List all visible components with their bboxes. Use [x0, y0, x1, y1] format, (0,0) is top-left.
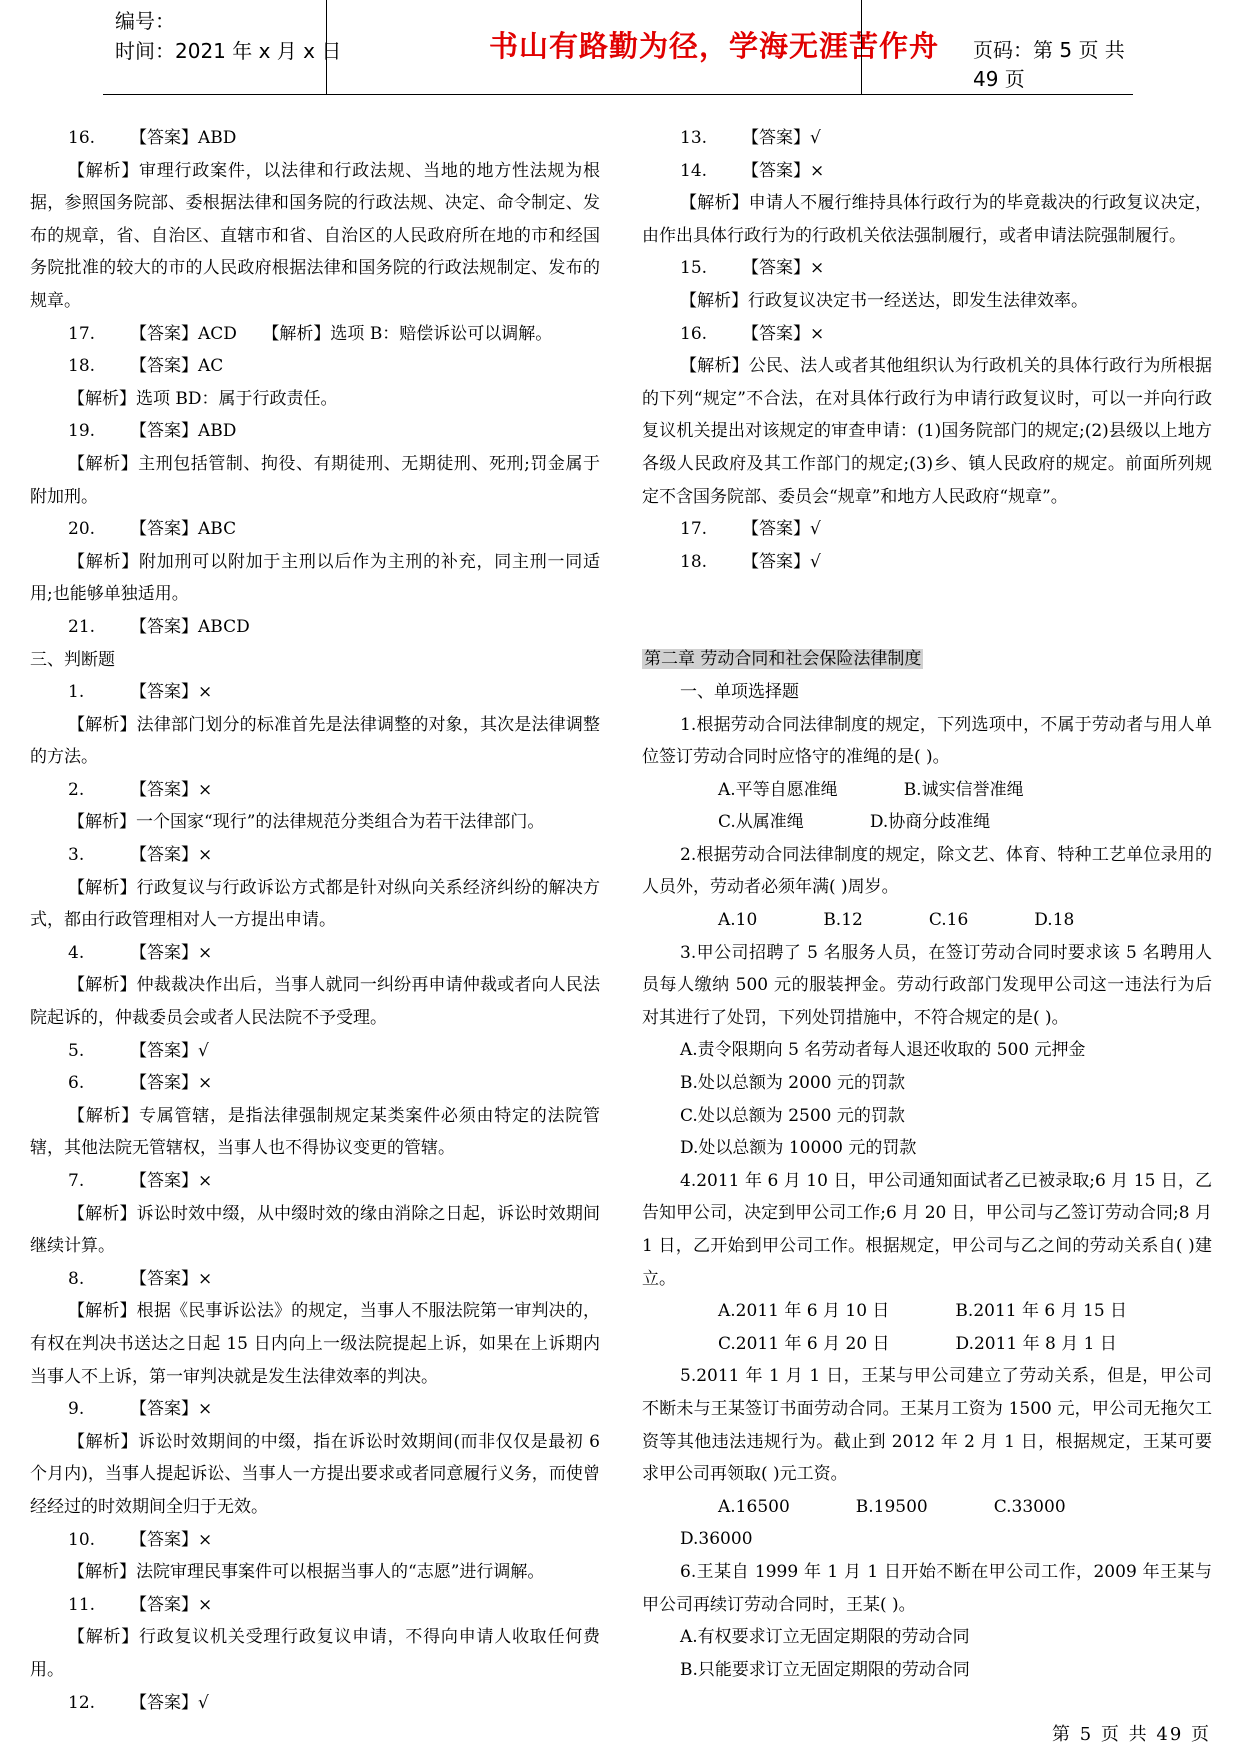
answer-line — [30, 1263, 600, 1296]
answer-text: 【答案】× — [130, 1399, 213, 1420]
item-number: 17. — [680, 519, 708, 540]
paragraph: C.处以总额为 2500 元的罚款 — [680, 1105, 905, 1126]
answer-line — [30, 1687, 600, 1720]
paragraph: 4.2011 年 6 月 10 日，甲公司通知面试者乙已被录取;6 月 15 日，乙告知甲公司，决定到甲公司工作;6 月 20 日，甲公司与乙签订劳动合同;8 月 1 日，乙开始到甲公司工作。根据规定，甲公司与乙之间的劳动关系自( )建立。 — [642, 1170, 1212, 1289]
page-header — [103, 0, 1133, 95]
paragraph: 【解析】仲裁裁决作出后，当事人就同一纠纷再申请仲裁或者向人民法院起诉的，仲裁委员会或者人民法院不予受理。 — [30, 975, 600, 1029]
paragraph: B.只能要求订立无固定期限的劳动合同 — [680, 1659, 970, 1680]
paragraph: 【解析】诉讼时效期间的中缀，指在诉讼时效期间(而非仅仅是最初 6 个月内)，当事人提起诉讼、当事人一方提出要求或者同意履行义务，而使曾经经过的时效期间全归于无效。 — [30, 1431, 600, 1517]
right-column — [642, 122, 1212, 1686]
paragraph: 【解析】行政复议机关受理行政复议申请，不得向申请人收取任何费用。 — [30, 1627, 600, 1680]
paragraph: A.责令限期向 5 名劳动者每人退还收取的 500 元押金 — [680, 1040, 1086, 1061]
answer-line — [642, 252, 1212, 285]
option-row — [642, 1328, 1212, 1361]
answer-text: 【答案】ABCD — [130, 616, 250, 637]
page-footer: 第 5 页 共 49 页 — [1052, 1724, 1211, 1745]
option-row — [642, 806, 1212, 839]
answer-line — [30, 1067, 600, 1100]
answer-text: 【答案】√ — [130, 1040, 209, 1061]
header-left — [115, 6, 470, 66]
paragraph: A.有权要求订立无固定期限的劳动合同 — [680, 1627, 970, 1648]
answer-text: 【答案】× — [130, 845, 213, 866]
item-number: 4. — [68, 942, 85, 963]
option: A.16500 — [718, 1496, 790, 1517]
paragraph: 【解析】申请人不履行维持具体行政行为的毕竟裁决的行政复议决定，由作出具体行政行为的行政机关依法强制履行，或者申请法院强制履行。 — [642, 193, 1212, 246]
item-number: 12. — [68, 1692, 96, 1713]
answer-line — [30, 611, 600, 644]
header-page-label: 页码：第 5 页 共 49 页 — [973, 38, 1125, 91]
option-row — [642, 774, 1212, 807]
answer-line — [30, 513, 600, 546]
answer-line — [30, 350, 600, 383]
paragraph: 【解析】附加刑可以附加于主刑以后作为主刑的补充，同主刑一同适用;也能够单独适用。 — [30, 551, 600, 605]
paragraph: 6.王某自 1999 年 1 月 1 日开始不断在甲公司工作，2009 年王某与甲公司再续订劳动合同时，王某( )。 — [642, 1561, 1212, 1615]
time-label: 时间：2021 年 x 月 x 日 — [115, 39, 342, 63]
answer-line — [30, 1165, 600, 1198]
option: D.2011 年 8 月 1 日 — [955, 1333, 1117, 1354]
header-divider — [326, 0, 327, 94]
paragraph: 【解析】行政复议与行政诉讼方式都是针对纵向关系经济纠纷的解决方式，都由行政管理相对人一方提出申请。 — [30, 877, 600, 931]
paragraph: 【解析】公民、法人或者其他组织认为行政机关的具体行政行为所根据的下列“规定”不合法，在对具体行政行为申请行政复议时，可以一并向行政复议机关提出对该规定的审查申请：(1)国务院部门的规定;(2)县级以上地方各级人民政府及其工作部门的规定;(3)乡、镇人民政府的规定。前面所列规定不含国务院部、委员会“规章”和地方人民政府“规章”。 — [642, 356, 1212, 507]
paragraph: 1.根据劳动合同法律制度的规定，下列选项中，不属于劳动者与用人单位签订劳动合同时应恪守的准绳的是( )。 — [642, 714, 1212, 768]
answer-text: 【答案】× — [742, 323, 825, 344]
answer-text: 【答案】× — [130, 1073, 213, 1094]
item-number: 8. — [68, 1268, 85, 1289]
section-heading: 三、判断题 — [30, 649, 115, 670]
paragraph: 2.根据劳动合同法律制度的规定，除文艺、体育、特种工艺单位录用的人员外，劳动者必须年满( )周岁。 — [642, 844, 1212, 898]
item-number: 2. — [68, 779, 85, 800]
option: D.18 — [1034, 910, 1075, 931]
paragraph: 【解析】选项 BD：属于行政责任。 — [68, 388, 338, 409]
item-number: 21. — [68, 616, 96, 637]
item-number: 11. — [68, 1594, 96, 1615]
item-number: 16. — [680, 323, 708, 344]
paragraph: 【解析】法院审理民事案件可以根据当事人的“志愿”进行调解。 — [68, 1562, 545, 1583]
item-number: 17. — [68, 323, 96, 344]
option: D.协商分歧准绳 — [869, 812, 991, 833]
option-row — [642, 904, 1212, 937]
paragraph: D.处以总额为 10000 元的罚款 — [680, 1138, 917, 1159]
item-number: 13. — [680, 128, 708, 148]
option: B.19500 — [855, 1496, 928, 1517]
option: C.从属准绳 — [718, 812, 804, 833]
paragraph: 5.2011 年 1 月 1 日，王某与甲公司建立了劳动关系，但是，甲公司不断未与王某签订书面劳动合同。王某月工资为 1500 元，甲公司无拖欠工资等其他违法违规行为。截止到 2012 年 2 月 1 日，根据规定，王某可要求甲公司再领取( )元工资。 — [642, 1366, 1212, 1485]
answer-text: 【答案】ABD — [130, 421, 237, 442]
answer-line — [30, 774, 600, 807]
paragraph: 【解析】一个国家“现行”的法律规范分类组合为若干法律部门。 — [68, 812, 545, 833]
paragraph: 一、单项选择题 — [680, 681, 799, 702]
option: C.2011 年 6 月 20 日 — [718, 1333, 890, 1354]
answer-text: 【答案】× — [130, 1268, 213, 1289]
answer-line — [642, 155, 1212, 188]
answer-line — [30, 676, 600, 709]
option: C.33000 — [993, 1496, 1066, 1517]
answer-text: 【答案】× — [130, 1529, 213, 1550]
answer-line — [30, 415, 600, 448]
chapter-title-text: 第二章 劳动合同和社会保险法律制度 — [644, 649, 922, 670]
paragraph: 【解析】行政复议决定书一经送达，即发生法律效率。 — [680, 290, 1088, 311]
paragraph: B.处以总额为 2000 元的罚款 — [680, 1073, 905, 1094]
item-number: 3. — [68, 845, 85, 866]
item-number: 5. — [68, 1040, 85, 1061]
option: D.36000 — [680, 1529, 753, 1550]
answer-line — [30, 839, 600, 872]
answer-line — [642, 122, 1212, 155]
answer-text: 【答案】√ — [742, 551, 821, 572]
answer-text: 【答案】AC — [130, 356, 224, 377]
item-number: 7. — [68, 1171, 85, 1191]
header-divider — [861, 0, 862, 94]
option: A.平等自愿准绳 — [718, 779, 838, 800]
paragraph: 【解析】法律部门划分的标准首先是法律调整的对象，其次是法律调整的方法。 — [30, 714, 600, 768]
item-number: 6. — [68, 1073, 85, 1094]
left-column — [30, 122, 600, 1719]
paragraph: 【解析】专属管辖，是指法律强制规定某类案件必须由特定的法院管辖，其他法院无管辖权，当事人也不得协议变更的管辖。 — [30, 1105, 600, 1159]
answer-text: 【答案】× — [742, 160, 825, 181]
paragraph: 【解析】诉讼时效中缀，从中缀时效的缘由消除之日起，诉讼时效期间继续计算。 — [30, 1203, 600, 1257]
item-number: 18. — [68, 356, 96, 377]
paragraph: 【解析】主刑包括管制、拘役、有期徒刑、无期徒刑、死刑;罚金属于附加刑。 — [30, 453, 600, 507]
answer-line — [30, 937, 600, 970]
item-number: 16. — [68, 128, 96, 148]
item-number: 19. — [68, 421, 96, 442]
spacer — [642, 578, 1212, 643]
answer-line — [642, 513, 1212, 546]
item-number: 15. — [680, 258, 708, 279]
answer-line — [30, 1035, 600, 1068]
answer-line — [642, 318, 1212, 351]
answer-text: 【答案】× — [130, 779, 213, 800]
answer-line — [30, 1589, 600, 1622]
paragraph: 3.甲公司招聘了 5 名服务人员，在签订劳动合同时要求该 5 名聘用人员每人缴纳 500 元的服装押金。劳动行政部门发现甲公司这一违法行为后对其进行了处罚，下列处罚措施中，不符合规定的是( )。 — [642, 942, 1212, 1028]
item-number: 18. — [680, 551, 708, 572]
answer-line — [30, 1524, 600, 1557]
option: C.16 — [928, 910, 969, 931]
answer-text: 【答案】√ — [742, 519, 821, 540]
option: B.12 — [823, 910, 863, 931]
option: B.2011 年 6 月 15 日 — [955, 1301, 1128, 1322]
answer-text: 【答案】ABC — [130, 519, 237, 540]
answer-line — [642, 546, 1212, 579]
answer-text: 【答案】× — [130, 1594, 213, 1615]
paragraph: 【解析】根据《民事诉讼法》的规定，当事人不服法院第一审判决的，有权在判决书送达之日起 15 日内向上一级法院提起上诉，如果在上诉期内当事人不上诉，第一审判决就是发生法律效率的判决。 — [30, 1301, 600, 1387]
answer-text: 【答案】× — [130, 942, 213, 963]
answer-line — [30, 318, 600, 351]
answer-text: 【答案】× — [130, 682, 213, 703]
answer-line — [30, 1393, 600, 1426]
answer-text: 【答案】ABD — [130, 128, 237, 148]
option-row — [642, 1491, 1212, 1556]
item-number: 10. — [68, 1529, 96, 1550]
option: B.诚实信誉准绳 — [903, 779, 1024, 800]
item-number: 9. — [68, 1399, 85, 1420]
paragraph: 【解析】审理行政案件，以法律和行政法规、当地的地方性法规为根据，参照国务院部、委根据法律和国务院的行政法规、决定、命令制定、发布的规章，省、自治区、直辖市和省、自治区的人民政府所在地的市和经国务院批准的较大的市的人民政府根据法律和国务院的行政法规制定、发布的规章。 — [30, 160, 600, 311]
answer-line — [30, 122, 600, 155]
answer-text: 【答案】√ — [742, 128, 821, 148]
header-motto: 书山有路勤为径，学海无涯苦作舟 — [488, 29, 939, 63]
option-row — [642, 1295, 1212, 1328]
number-label: 编号： — [115, 9, 175, 33]
item-number: 1. — [68, 682, 85, 703]
chapter-title — [642, 643, 1212, 676]
option: A.10 — [718, 910, 758, 931]
answer-text: 【答案】× — [130, 1171, 213, 1191]
item-number: 14. — [680, 160, 708, 181]
answer-text: 【答案】× — [742, 258, 825, 279]
option: A.2011 年 6 月 10 日 — [718, 1301, 890, 1322]
item-number: 20. — [68, 519, 96, 540]
answer-text: 【答案】√ — [130, 1692, 209, 1713]
answer-text: 【答案】ACD 【解析】选项 B：赔偿诉讼可以调解。 — [130, 323, 553, 344]
